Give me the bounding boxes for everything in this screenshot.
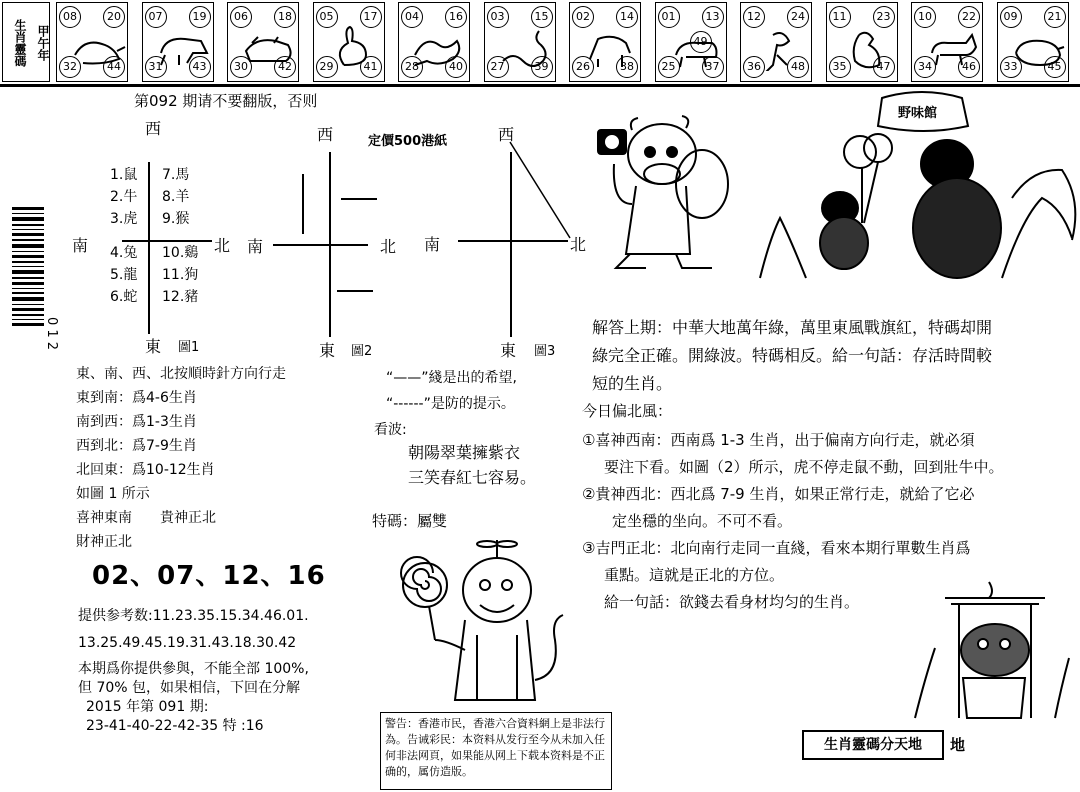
diagram-3: [420, 112, 595, 362]
tiger-icon: [240, 25, 298, 71]
legend-dashed: “------”是防的提示。: [386, 396, 515, 412]
poem-label: 看波:: [374, 422, 407, 438]
zodiac-number: 27: [487, 56, 509, 78]
diagram2-east: 東: [319, 341, 336, 360]
zodiac-number: 14: [616, 6, 638, 28]
zodiac-number: 20: [103, 6, 125, 28]
zodiac-box: [313, 2, 385, 82]
zodiac-box: [826, 2, 898, 82]
point-line: 給一句話：欲錢去看身材均匀的生肖。: [604, 593, 860, 611]
zodiac-item: 12.豬: [162, 289, 199, 305]
rule-line: 東、南、西、北按順時針方向行走: [76, 366, 286, 382]
diagram3-east: 東: [500, 341, 517, 360]
zodiac-number: 03: [487, 6, 509, 28]
side-label-1: 生肖靈碼: [13, 19, 27, 67]
zodiac-number: 12: [743, 6, 765, 28]
rule-line: 東到南：爲4-6生肖: [76, 390, 197, 406]
zodiac-number: 09: [1000, 6, 1022, 28]
tiger-icon: [395, 540, 570, 705]
zodiac-number: 43: [189, 56, 211, 78]
barcode: [12, 205, 59, 351]
zodiac-number: 13: [702, 6, 724, 28]
zodiac-number: 41: [360, 56, 382, 78]
rule-line: 南到西：爲1-3生肖: [76, 414, 197, 430]
zodiac-number: 22: [958, 6, 980, 28]
diagram1-south: 南: [72, 236, 89, 255]
ref-label: 提供参考数:: [78, 608, 153, 624]
zodiac-item: 11.狗: [162, 267, 199, 283]
legend-solid: “——”綫是出的希望,: [386, 370, 517, 386]
header-side-label: [2, 2, 50, 82]
horse-icon: [582, 25, 640, 71]
rule-line: 財神正北: [76, 534, 132, 550]
zodiac-item: 8.羊: [162, 189, 190, 205]
diagram-1: [70, 112, 270, 356]
zodiac-number: 46: [958, 56, 980, 78]
cow-cartoon: [590, 114, 735, 276]
rooster-icon: [839, 25, 897, 71]
zodiac-number: 29: [316, 56, 338, 78]
zodiac-number: 15: [531, 6, 553, 28]
zodiac-number: 36: [743, 56, 765, 78]
tiger-cartoon: [395, 540, 570, 705]
cow-icon: [590, 114, 735, 276]
answer-line: 綠完全正確。開綠波。特碼相反。給一句話：存活時間較: [592, 346, 993, 365]
zodiac-number: 07: [145, 6, 167, 28]
zodiac-box: [740, 2, 812, 82]
diagram1-left-bottom: [110, 242, 137, 308]
picks: 02、07、12、16: [92, 561, 326, 591]
rules-block: [76, 362, 286, 554]
snake-icon: [497, 25, 555, 71]
zodiac-number: 35: [829, 56, 851, 78]
temple-cartoon: [905, 578, 1075, 726]
zodiac-item: 10.鷄: [162, 245, 199, 261]
zodiac-item: 1.鼠: [110, 167, 138, 183]
zodiac-item: 3.虎: [110, 211, 138, 227]
zodiac-item: 9.猴: [162, 211, 190, 227]
price: 定價500港紙: [368, 134, 448, 149]
promise-line: 2015 年第 091 期:: [86, 699, 209, 715]
zodiac-number: 44: [103, 56, 125, 78]
pig-icon: [1010, 25, 1068, 71]
zodiac-number-extra: 49: [690, 31, 712, 53]
diagram3-caption: 圖3: [534, 344, 556, 359]
zodiac-number: 18: [274, 6, 296, 28]
ref-numbers-row1: [78, 605, 309, 625]
rule-line: 西到北：爲7-9生肖: [76, 438, 197, 454]
zodiac-box: [484, 2, 556, 82]
issue-line: 第092 期请不要翻版，否则: [134, 92, 318, 110]
point-line: 要注下看。如圖（2）所示，虎不停走鼠不動，回到壯牛中。: [604, 458, 1004, 476]
promise-line: 23-41-40-22-42-35 特 :16: [86, 718, 264, 734]
zodiac-number: 37: [702, 56, 724, 78]
zodiac-number: 30: [230, 56, 252, 78]
diagram3-diagonal: [508, 140, 578, 242]
zodiac-number: 28: [401, 56, 423, 78]
ref-numbers-2: 13.25.49.45.19.31.43.18.30.42: [78, 635, 297, 651]
zodiac-number: 23: [873, 6, 895, 28]
zodiac-item: 2.牛: [110, 189, 138, 205]
diagram2-south: 南: [247, 237, 264, 256]
diagram3-north: 北: [570, 235, 587, 254]
promise-line: 本期爲你提供參與，不能全部 100%,: [78, 661, 309, 677]
zodiac-number: 38: [616, 56, 638, 78]
zodiac-number: 39: [531, 56, 553, 78]
zodiac-item: 6.蛇: [110, 289, 138, 305]
diagram1-right-top: [162, 164, 189, 230]
zodiac-number: 19: [189, 6, 211, 28]
diagram1-caption: 圖1: [178, 340, 200, 355]
rabbit-icon: [326, 25, 384, 71]
zodiac-number: 16: [445, 6, 467, 28]
diagram-2: [245, 112, 380, 362]
zodiac-box: [56, 2, 128, 82]
zodiac-item: 5.龍: [110, 267, 138, 283]
diagram1-east: 東: [145, 337, 162, 356]
zodiac-header: [0, 0, 1080, 87]
zodiac-number: 24: [787, 6, 809, 28]
poem-line-2: 三笑春紅七容易。: [408, 468, 537, 487]
rule-line: 喜神東南 貴神正北: [76, 510, 216, 526]
zodiac-item: 4.兔: [110, 245, 138, 261]
zodiac-number: 11: [829, 6, 851, 28]
dragon-icon: [411, 25, 469, 71]
answer-line: 解答上期：中華大地萬年綠，萬里東風戰旗紅，特碼却開: [592, 318, 993, 337]
diagram3-west: 西: [498, 125, 515, 144]
temple-icon: [905, 578, 1075, 726]
zodiac-box: [142, 2, 214, 82]
zodiac-number: 25: [658, 56, 680, 78]
zodiac-number: 17: [360, 6, 382, 28]
zodiac-number: 21: [1044, 6, 1066, 28]
point-line: ②貴神西北：西北爲 7-9 生肖，如果正常行走，就給了它必: [582, 485, 975, 503]
zodiac-number: 26: [572, 56, 594, 78]
answer-line: 短的生肖。: [592, 374, 673, 393]
zodiac-number: 42: [274, 56, 296, 78]
rat-icon: [69, 25, 127, 71]
diagram1-north: 北: [214, 236, 231, 255]
zodiac-number: 32: [59, 56, 81, 78]
goat-icon: [668, 25, 726, 71]
diagram1-left-top: [110, 164, 137, 230]
gorilla-cartoon: [752, 88, 1077, 283]
title-tag-tail: 地: [950, 736, 966, 754]
diagram3-south: 南: [424, 235, 441, 254]
answer-block: [592, 314, 992, 398]
special-code: 特碼：屬雙: [372, 512, 448, 530]
warning-notice: 警告：香港市民，香港六合資料網上是非法行為。告诫彩民：本资料从发行至今从未加入任何非法网頁，如果能从网上下载本资料是不正确的，属仿造版。: [380, 712, 612, 790]
zodiac-box: [911, 2, 983, 82]
zodiac-box: [398, 2, 470, 82]
zodiac-box: [655, 2, 727, 82]
rule-line: 如圖 1 所示: [76, 486, 150, 502]
barcode-digits: 0 1 2: [44, 317, 59, 351]
zodiac-number: 02: [572, 6, 594, 28]
title-tag: 生肖靈碼分天地: [802, 730, 944, 760]
zodiac-box: [997, 2, 1069, 82]
promise-line: 但 70% 包，如果相信，下回在分解: [78, 680, 301, 696]
poem-line-1: 朝陽翠葉擁紫衣: [408, 443, 521, 462]
zodiac-number: 01: [658, 6, 680, 28]
zodiac-number: 04: [401, 6, 423, 28]
point-line: ①喜神西南：西南爲 1-3 生肖，出于偏南方向行走，就必須: [582, 431, 975, 449]
diagram1-right-bottom: [162, 242, 198, 308]
zodiac-number: 47: [873, 56, 895, 78]
zodiac-number: 48: [787, 56, 809, 78]
zodiac-number: 34: [914, 56, 936, 78]
point-line: ③吉門正北：北向南行走同一直綫，看來本期行單數生肖爲: [582, 539, 971, 557]
diagram1-west: 西: [145, 119, 162, 138]
zodiac-number: 45: [1044, 56, 1066, 78]
zodiac-number: 06: [230, 6, 252, 28]
promise-block: [78, 660, 309, 736]
zodiac-number: 33: [1000, 56, 1022, 78]
zodiac-item: 7.馬: [162, 167, 190, 183]
zodiac-box: [227, 2, 299, 82]
point-line: 重點。這就是正北的方位。: [604, 566, 785, 584]
zodiac-number: 40: [445, 56, 467, 78]
wind-line: 今日偏北風：: [582, 402, 673, 420]
rule-line: 北回東：爲10-12生肖: [76, 462, 215, 478]
ref-numbers-1: 11.23.35.15.34.46.01.: [152, 608, 309, 624]
cartoon-sign: 野味館: [898, 106, 938, 121]
zodiac-box: [569, 2, 641, 82]
zodiac-number: 08: [59, 6, 81, 28]
zodiac-number: 05: [316, 6, 338, 28]
dog-icon: [924, 25, 982, 71]
zodiac-number: 31: [145, 56, 167, 78]
diagram2-north: 北: [380, 237, 397, 256]
ox-icon: [155, 25, 213, 71]
diagram2-west: 西: [317, 125, 334, 144]
monkey-icon: [753, 25, 811, 71]
zodiac-number: 10: [914, 6, 936, 28]
point-line: 定坐穩的坐向。不可不看。: [612, 512, 793, 530]
diagram2-caption: 圖2: [351, 344, 373, 359]
side-label-2: 甲午年: [36, 25, 50, 61]
